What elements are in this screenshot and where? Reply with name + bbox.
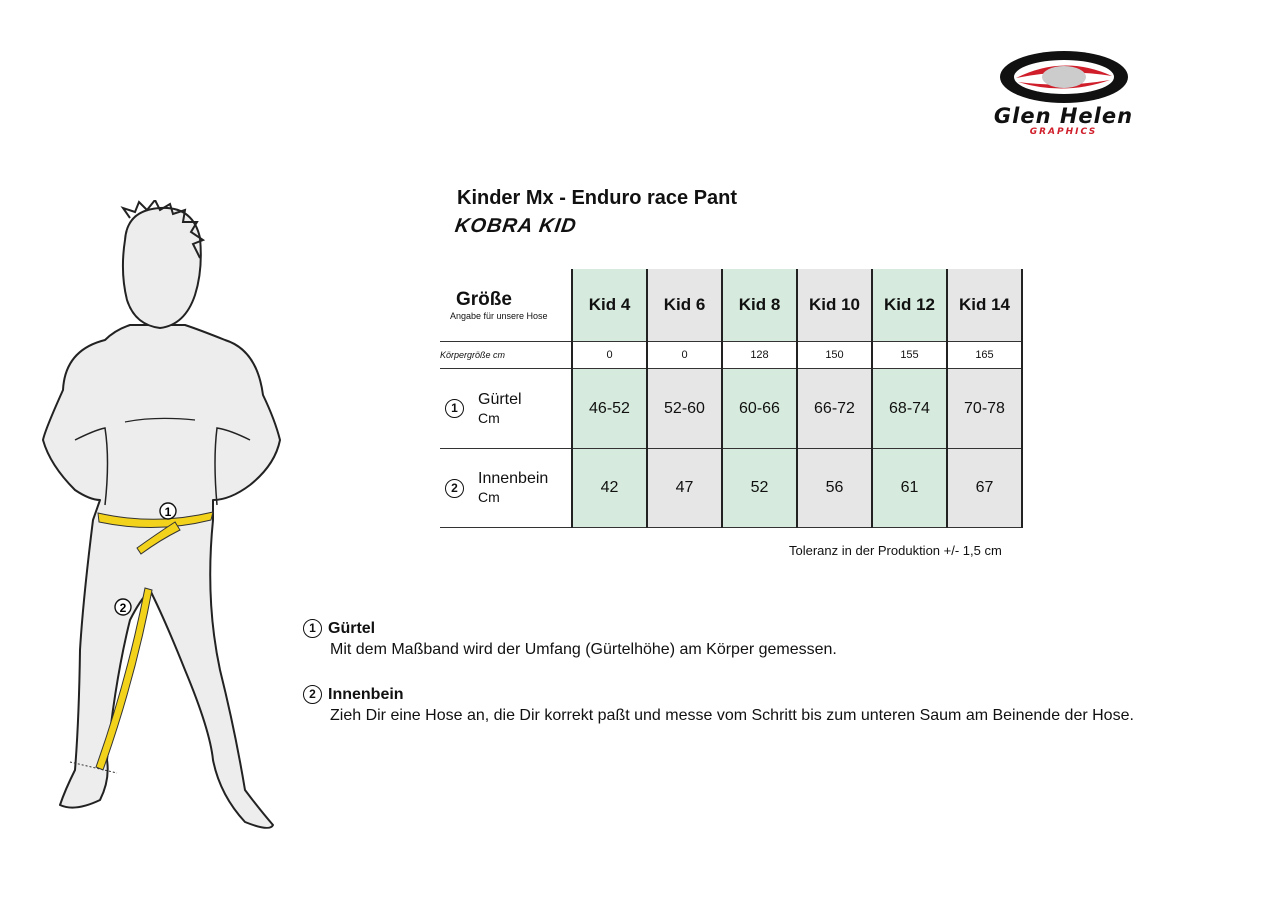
waist-value: 66-72 xyxy=(797,369,872,449)
number-1-icon: 1 xyxy=(303,619,322,638)
size-kid10: Kid 10 xyxy=(797,269,872,342)
height-value: 0 xyxy=(647,342,722,369)
height-value: 150 xyxy=(797,342,872,369)
waist-value: 68-74 xyxy=(872,369,947,449)
instruction-text: Zieh Dir eine Hose an, die Dir korrekt paßt und messe vom Schritt bis zum unteren Saum am Beinende der Hose. xyxy=(330,707,1134,724)
waist-label-cell xyxy=(440,369,572,449)
logo-sub-text: GRAPHICS xyxy=(1029,127,1098,137)
number-2-icon: 2 xyxy=(303,685,322,704)
height-value: 155 xyxy=(872,342,947,369)
inseam-value: 42 xyxy=(572,449,647,528)
page-title: Kinder Mx - Enduro race Pant xyxy=(457,187,738,209)
size-kid8: Kid 8 xyxy=(722,269,797,342)
size-kid4: Kid 4 xyxy=(572,269,647,342)
waist-value: 46-52 xyxy=(572,369,647,449)
inseam-value: 67 xyxy=(947,449,1022,528)
size-header-note: Angabe für unsere Hose xyxy=(450,311,548,321)
inseam-value: 61 xyxy=(872,449,947,528)
instruction-waist xyxy=(303,619,837,659)
logo-emblem-icon xyxy=(956,48,1171,108)
number-2-icon: 2 xyxy=(445,479,464,498)
inseam-label-cell xyxy=(440,449,572,528)
number-1-icon: 1 xyxy=(445,399,464,418)
inseam-value: 47 xyxy=(647,449,722,528)
instruction-title: Innenbein xyxy=(328,685,404,703)
waist-unit: Cm xyxy=(478,409,500,426)
inseam-unit: Cm xyxy=(478,489,500,505)
inseam-value: 56 xyxy=(797,449,872,528)
inseam-row xyxy=(440,449,1022,528)
height-value: 0 xyxy=(572,342,647,369)
height-label: Körpergröße cm xyxy=(440,342,572,369)
inseam-label: Innenbein xyxy=(478,470,549,487)
size-table xyxy=(440,269,1023,528)
waist-value: 70-78 xyxy=(947,369,1022,449)
waist-row xyxy=(440,369,1022,449)
child-figure-illustration xyxy=(35,200,295,840)
size-kid12: Kid 12 xyxy=(872,269,947,342)
size-header-label-cell xyxy=(440,269,572,342)
logo-brand-text: Glen Helen xyxy=(993,104,1134,128)
tolerance-note: Toleranz in der Produktion +/- 1,5 cm xyxy=(789,543,1002,558)
height-value: 128 xyxy=(722,342,797,369)
instruction-text: Mit dem Maßband wird der Umfang (Gürtelhöhe) am Körper gemessen. xyxy=(330,641,837,658)
waist-label: Gürtel xyxy=(478,390,522,408)
brand-logo xyxy=(956,48,1171,140)
figure-marker-2: 2 xyxy=(119,601,127,615)
product-model: KOBRA KID xyxy=(453,215,579,237)
instruction-inseam xyxy=(303,685,1134,725)
waist-value: 60-66 xyxy=(722,369,797,449)
size-header-label: Größe xyxy=(456,289,512,310)
instruction-title: Gürtel xyxy=(328,619,376,637)
figure-marker-1: 1 xyxy=(164,505,172,519)
size-kid14: Kid 14 xyxy=(947,269,1022,342)
height-row xyxy=(440,342,1022,369)
waist-value: 52-60 xyxy=(647,369,722,449)
height-value: 165 xyxy=(947,342,1022,369)
inseam-value: 52 xyxy=(722,449,797,528)
size-header-row xyxy=(440,269,1022,342)
size-kid6: Kid 6 xyxy=(647,269,722,342)
